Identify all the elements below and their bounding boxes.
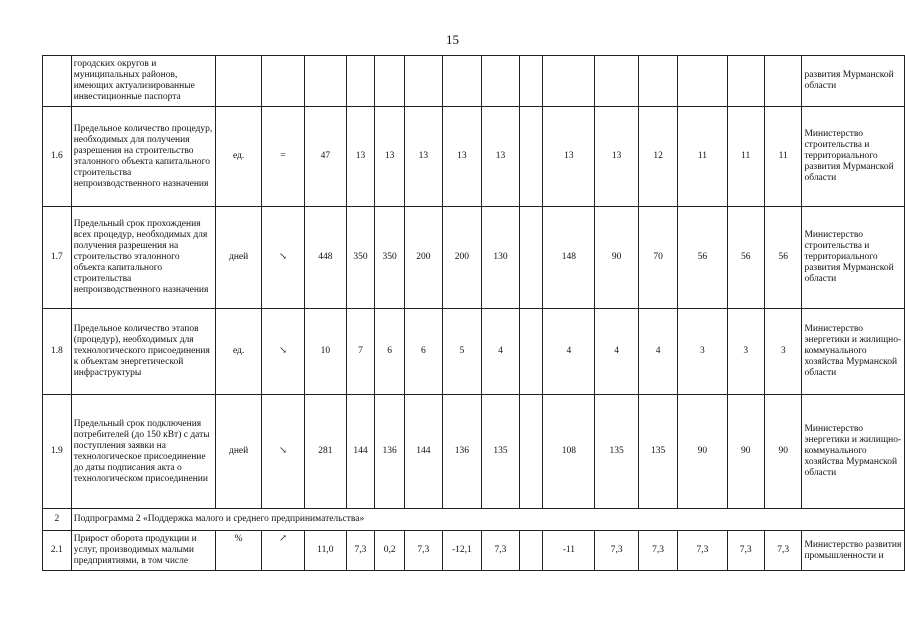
value-cell: 56 bbox=[727, 207, 764, 309]
indicator-name: Предельный срок подключения потребителей (до 150 кВт) с даты поступления заявки на технологическое присоединение до даты подписания акта о технологическом присоединении bbox=[71, 395, 216, 509]
value-cell: 144 bbox=[405, 395, 443, 509]
value-cell: 7 bbox=[346, 309, 375, 395]
trend-mark: ↘ bbox=[261, 309, 304, 395]
value-cell: 7,3 bbox=[678, 531, 727, 571]
unit: ед. bbox=[216, 107, 261, 207]
value-cell: 47 bbox=[305, 107, 346, 207]
value-cell: 135 bbox=[595, 395, 638, 509]
value-cell: 136 bbox=[375, 395, 405, 509]
trend-mark: = bbox=[261, 107, 304, 207]
value-cell: 10 bbox=[305, 309, 346, 395]
value-cell: 200 bbox=[405, 207, 443, 309]
value-cell: 3 bbox=[678, 309, 727, 395]
value-cell: 0,2 bbox=[375, 531, 405, 571]
value-cell: 4 bbox=[595, 309, 638, 395]
value-cell: 350 bbox=[375, 207, 405, 309]
value-cell: 148 bbox=[543, 207, 595, 309]
table-row bbox=[43, 531, 905, 571]
trend-mark: ↘ bbox=[261, 395, 304, 509]
responsible-body: Министерство строительства и территориального развития Мурманской области bbox=[802, 207, 905, 309]
value-cell: 350 bbox=[346, 207, 375, 309]
value-cell: 4 bbox=[638, 309, 677, 395]
value-cell: 70 bbox=[638, 207, 677, 309]
value-cell: 108 bbox=[543, 395, 595, 509]
value-cell: 130 bbox=[482, 207, 520, 309]
value-cell: 144 bbox=[346, 395, 375, 509]
value-cell: 7,3 bbox=[727, 531, 764, 571]
row-number: 2.1 bbox=[43, 531, 72, 571]
value-cell: 13 bbox=[375, 107, 405, 207]
value-cell: 5 bbox=[442, 309, 482, 395]
value-cell: 90 bbox=[678, 395, 727, 509]
trend-mark: ↘ bbox=[261, 207, 304, 309]
page-number: 15 bbox=[446, 32, 459, 47]
unit: % bbox=[216, 531, 261, 571]
value-cell: 11,0 bbox=[305, 531, 346, 571]
value-cell: 448 bbox=[305, 207, 346, 309]
indicator-name: городских округов и муниципальных районов, имеющих актуализированные инвестиционные паспорта bbox=[71, 56, 216, 107]
table-row bbox=[43, 207, 905, 309]
subprogram-row bbox=[43, 509, 905, 531]
indicator-name: Прирост оборота продукции и услуг, производимых малыми предприятиями, в том числе bbox=[71, 531, 216, 571]
responsible-body: Министерство энергетики и жилищно-коммунального хозяйства Мурманской области bbox=[802, 395, 905, 509]
value-cell: 11 bbox=[727, 107, 764, 207]
value-cell: 4 bbox=[543, 309, 595, 395]
value-cell: 11 bbox=[764, 107, 801, 207]
value-cell: 7,3 bbox=[405, 531, 443, 571]
responsible-body: Министерство строительства и территориального развития Мурманской области bbox=[802, 107, 905, 207]
value-cell: 7,3 bbox=[346, 531, 375, 571]
row-number: 1.9 bbox=[43, 395, 72, 509]
indicators-table bbox=[42, 55, 905, 571]
value-cell: 135 bbox=[482, 395, 520, 509]
value-cell: 7,3 bbox=[482, 531, 520, 571]
row-number: 1.8 bbox=[43, 309, 72, 395]
unit: дней bbox=[216, 395, 261, 509]
subprogram-title: Подпрограмма 2 «Поддержка малого и среднего предпринимательства» bbox=[71, 509, 904, 531]
value-cell: 6 bbox=[375, 309, 405, 395]
value-cell: 90 bbox=[595, 207, 638, 309]
row-number: 1.7 bbox=[43, 207, 72, 309]
value-cell: 90 bbox=[727, 395, 764, 509]
value-cell: 13 bbox=[543, 107, 595, 207]
unit: ед. bbox=[216, 309, 261, 395]
value-cell: 135 bbox=[638, 395, 677, 509]
value-cell: 13 bbox=[482, 107, 520, 207]
value-cell: 7,3 bbox=[595, 531, 638, 571]
value-cell: 11 bbox=[678, 107, 727, 207]
value-cell: 4 bbox=[482, 309, 520, 395]
trend-mark: ↗ bbox=[261, 531, 304, 571]
indicator-name: Предельное количество процедур, необходимых для получения разрешения на строительство эталонного объекта капитального строительства непроизводственного назначения bbox=[71, 107, 216, 207]
table-row bbox=[43, 56, 905, 107]
row-number: 2 bbox=[43, 509, 72, 531]
table-row bbox=[43, 395, 905, 509]
value-cell: 281 bbox=[305, 395, 346, 509]
row-number: 1.6 bbox=[43, 107, 72, 207]
value-cell: 200 bbox=[442, 207, 482, 309]
indicator-name: Предельный срок прохождения всех процедур, необходимых для получения разрешения на строительство эталонного объекта капитального строительства непроизводственного назначения bbox=[71, 207, 216, 309]
value-cell: 13 bbox=[405, 107, 443, 207]
table-row bbox=[43, 107, 905, 207]
indicator-name: Предельное количество этапов (процедур), необходимых для технологического присоединения к объектам энергетической инфраструктуры bbox=[71, 309, 216, 395]
responsible-body: Министерство развития промышленности и bbox=[802, 531, 905, 571]
value-cell: 3 bbox=[764, 309, 801, 395]
unit: дней bbox=[216, 207, 261, 309]
value-cell: 13 bbox=[595, 107, 638, 207]
value-cell: -12,1 bbox=[442, 531, 482, 571]
value-cell: 7,3 bbox=[764, 531, 801, 571]
value-cell: -11 bbox=[543, 531, 595, 571]
value-cell: 12 bbox=[638, 107, 677, 207]
value-cell: 136 bbox=[442, 395, 482, 509]
value-cell: 7,3 bbox=[638, 531, 677, 571]
responsible-body: развития Мурманской области bbox=[802, 56, 905, 107]
table-row bbox=[43, 309, 905, 395]
value-cell: 13 bbox=[346, 107, 375, 207]
value-cell: 56 bbox=[764, 207, 801, 309]
value-cell: 90 bbox=[764, 395, 801, 509]
value-cell: 56 bbox=[678, 207, 727, 309]
value-cell: 13 bbox=[442, 107, 482, 207]
responsible-body: Министерство энергетики и жилищно-коммунального хозяйства Мурманской области bbox=[802, 309, 905, 395]
value-cell: 6 bbox=[405, 309, 443, 395]
value-cell: 3 bbox=[727, 309, 764, 395]
